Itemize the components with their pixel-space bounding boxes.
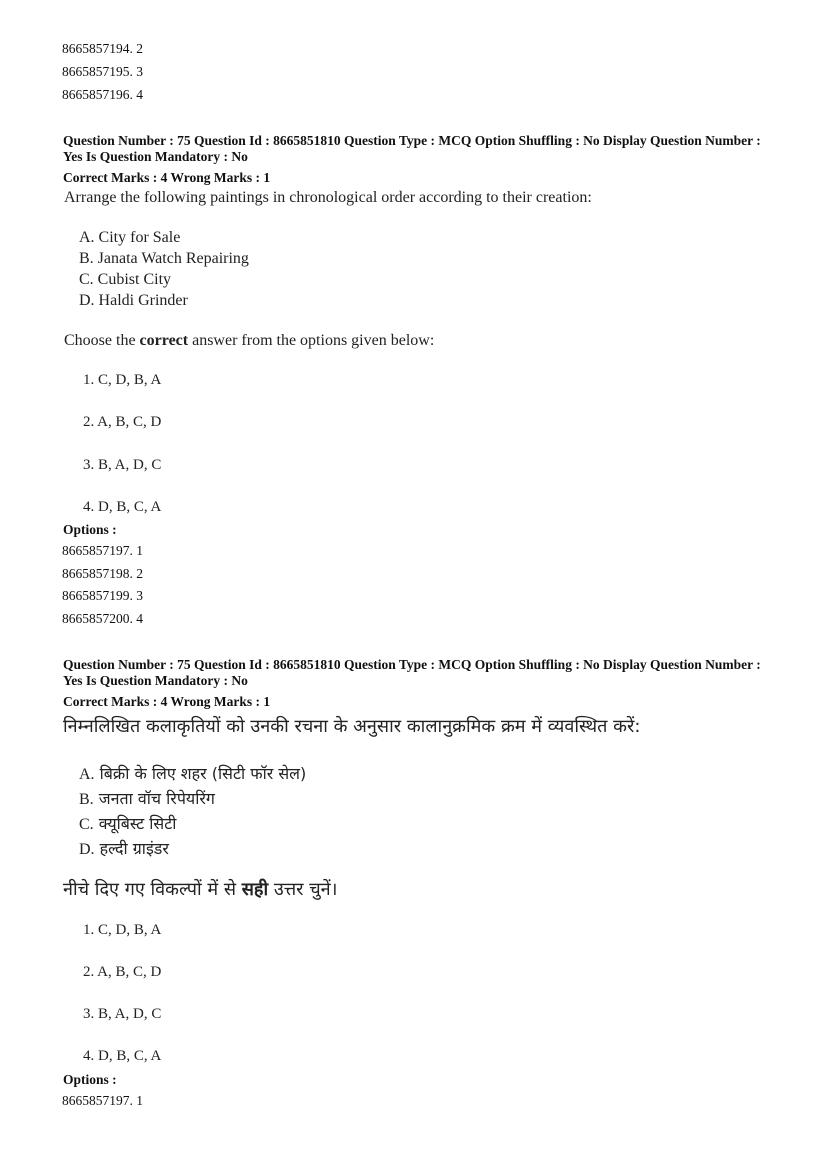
option-id: 8665857196. 4 xyxy=(62,87,143,102)
option-id: 8665857197. 1 xyxy=(62,543,143,558)
answer-choice: 2. A, B, C, D xyxy=(83,964,162,980)
list-item: C. Cubist City xyxy=(79,271,172,288)
instruction xyxy=(64,332,434,350)
option-id: 8665857200. 4 xyxy=(62,611,143,626)
list-item xyxy=(79,762,306,784)
option-id: 8665857199. 3 xyxy=(62,588,143,603)
list-item xyxy=(79,837,169,859)
item-letter: A. xyxy=(79,766,95,783)
item-letter: C. xyxy=(79,816,94,833)
item-letter: D. xyxy=(79,841,95,858)
instruction-pre: Choose the xyxy=(64,332,140,349)
answer-choice: 1. C, D, B, A xyxy=(83,922,162,938)
answer-choice: 3. B, A, D, C xyxy=(83,457,162,473)
item-text: क्यूबिस्ट सिटी xyxy=(98,814,177,833)
item-text: बिक्री के लिए शहर (सिटी फॉर सेल) xyxy=(99,764,307,783)
options-label: Options : xyxy=(63,522,117,537)
options-label: Options : xyxy=(63,1072,117,1087)
answer-choice: 4. D, B, C, A xyxy=(83,499,162,515)
answer-choice: 2. A, B, C, D xyxy=(83,414,162,430)
list-item: D. Haldi Grinder xyxy=(79,292,188,309)
option-id: 8665857198. 2 xyxy=(62,566,143,581)
list-item xyxy=(79,787,215,809)
item-text: जनता वॉच रिपेयरिंग xyxy=(98,789,215,808)
instruction-bold: correct xyxy=(139,332,189,349)
list-item xyxy=(79,812,176,834)
list-item: B. Janata Watch Repairing xyxy=(79,250,249,267)
instruction-pre: नीचे दिए गए विकल्पों में से xyxy=(63,879,242,900)
item-text: हल्दी ग्राइंडर xyxy=(99,839,169,858)
question-stem: Arrange the following paintings in chronological order according to their creation: xyxy=(64,189,592,206)
instruction xyxy=(63,877,337,901)
option-id: 8665857194. 2 xyxy=(62,41,143,56)
option-id: 8665857197. 1 xyxy=(62,1093,143,1108)
marks-line: Correct Marks : 4 Wrong Marks : 1 xyxy=(63,694,271,709)
list-item: A. City for Sale xyxy=(79,229,181,246)
instruction-post: answer from the options given below: xyxy=(188,332,435,349)
instruction-post: उत्तर चुनें। xyxy=(268,879,338,900)
item-letter: B. xyxy=(79,791,94,808)
answer-choice: 3. B, A, D, C xyxy=(83,1006,162,1022)
instruction-bold: सही xyxy=(241,879,269,900)
marks-line: Correct Marks : 4 Wrong Marks : 1 xyxy=(63,170,271,185)
question-meta: Question Number : 75 Question Id : 8665851810 Question Type : MCQ Option Shuffling : No Display Question Number : Yes Is Question Mandatory : No xyxy=(63,133,761,164)
option-id: 8665857195. 3 xyxy=(62,64,143,79)
question-stem: निम्नलिखित कलाकृतियों को उनकी रचना के अनुसार कालानुक्रमिक क्रम में व्यवस्थित करें: xyxy=(63,716,641,737)
question-meta: Question Number : 75 Question Id : 8665851810 Question Type : MCQ Option Shuffling : No Display Question Number : Yes Is Question Mandatory : No xyxy=(63,657,761,688)
answer-choice: 4. D, B, C, A xyxy=(83,1048,162,1064)
answer-choice: 1. C, D, B, A xyxy=(83,372,162,388)
